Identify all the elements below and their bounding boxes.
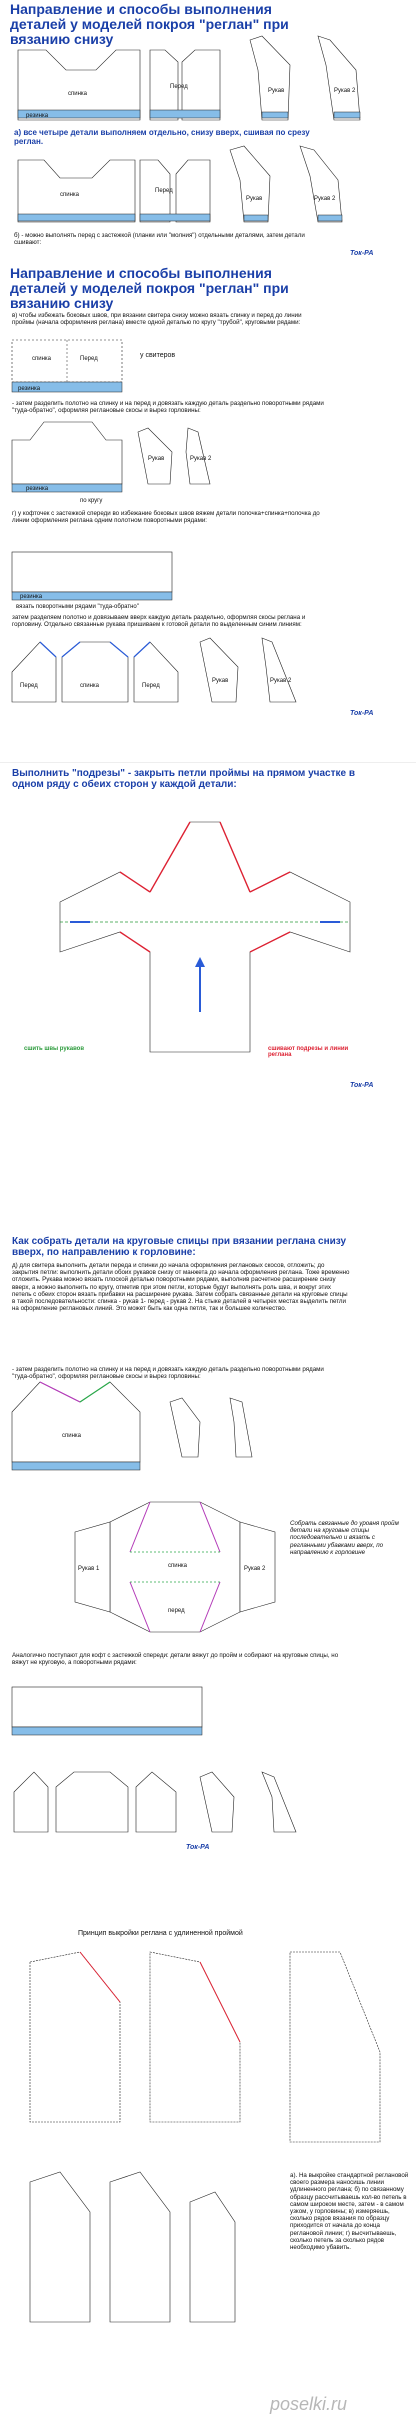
label-sleeve-8: Рукав 2	[244, 1566, 266, 1572]
label-back-b: спинка	[60, 192, 80, 198]
label-front-4: Перед	[142, 683, 160, 689]
section-4-title: Как собрать детали на круговые спицы при вязании реглана снизу вверх, по направлению к горловине:	[12, 1236, 347, 1258]
section-5-text: а). На выкройке стандартной реглановой своего размера наносишь линии удлиненного реглана; б) по связанному образцу рассчитываешь кол-во петель в самом широком месте, затем - в самом узком, у горловины; в) измеряешь, сколько рядов вязания по образцу приходится от начала до конца реглановой линии; г) высчитываешь, сколько петель за сколько рядов необходимо убавить.	[290, 2172, 409, 2252]
label-front-2: Перед	[80, 356, 98, 362]
label-sleeve-1: Рукав	[268, 88, 285, 94]
section-2-text-g: г) у кофточек с застежкой спереди во избежание боковых швов вяжем детали полочка+спинка+полочка до линии оформления реглана одним полотном поворотными рядами:	[12, 510, 320, 525]
label-back-4: спинка	[62, 1433, 82, 1439]
section-2-title: Направление и способы выполнения деталей у моделей покроя "реглан" при вязанию снизу	[10, 265, 289, 311]
label-sleeve-7: Рукав 1	[78, 1566, 100, 1572]
section-4	[0, 1232, 416, 1922]
label-front: Перед	[170, 84, 188, 90]
label-back-3: спинка	[80, 683, 100, 689]
section-4-diagram	[0, 1232, 416, 1922]
section-5-watermark: poselki.ru	[270, 2394, 348, 2414]
label-front-5: перед	[168, 1608, 185, 1614]
label-back: спинка	[68, 91, 88, 97]
section-5-title: Принцип выкройки реглана с удлиненной проймой	[78, 1930, 243, 1937]
section-4-text-k: Аналогично поступают для кофт с застежкой спереди: детали вяжут до пройм и собирают на круговые спицы, но вяжут не круговую, а поворотными рядами:	[12, 1652, 339, 1667]
section-3-left-note: сшить швы рукавов	[24, 1046, 85, 1052]
label-back-2: спинка	[32, 356, 52, 362]
section-2-sweater-label: у свитеров	[140, 352, 176, 359]
section-3-title: Выполнить "подрезы" - закрыть петли проймы на прямом участке в одном ряду с обеих сторон у каждой детали:	[12, 768, 355, 790]
section-1	[0, 0, 416, 262]
section-2-signature: Ток-РА	[350, 710, 374, 717]
label-front-b: Перед	[155, 188, 173, 194]
label-sleeve-6: Рукав 2	[270, 678, 292, 684]
label-rib-3: резинка	[26, 486, 49, 492]
section-1-text-b: б) - можно выполнять перед с застежкой (планки или "молния") отдельными деталями, затем детали сшивают:	[14, 232, 305, 247]
section-3-signature: Ток-РА	[350, 1082, 374, 1089]
section-2-around-label: по кругу	[80, 498, 103, 504]
section-2-text-g2: затем разделяем полотно и довязываем вверх каждую деталь раздельно, оформляя скосы реглана и горловину. Отдельно связанные рукава пришиваем к готовой детали по выделенным синим линиям:	[12, 614, 306, 629]
label-rib-2: резинка	[18, 386, 41, 392]
label-back-5: спинка	[168, 1563, 188, 1569]
section-4-sleeve-note: Собрать связанные до уровня пройм детали на круговые спицы последовательно и вязать с регланными убавками вверх, по направлению к горловине	[290, 1520, 399, 1556]
label-sleeve-1-b: Рукав	[246, 196, 263, 202]
section-4-text-d: д) для свитера выполнить детали переда и спинки до начала оформления реглановых скосов, отложить; до закрытия петли: выполнить детали обоих рукавов снизу от манжета до начала оформления реглана. Тоже временно отложить. Рукава можно вязать плоской деталью поворотными рядами, выполнив расчетное расширение снизу вверх, а можно выполнить по кругу, отметив при этом петли, которые будут выполнять роль шва, и вокруг этих петель с обеих сторон вязать прибавки на расширение рукава. Затем собрать связанные детали на круговые спицы в такой последовательности: спинка - рукав 1- перед - рукав 2. На стыке деталей в четырех местах выделить петли на оформление реглановых линий. Это может быть как одна петля, так и большее количество.	[12, 1262, 350, 1313]
section-3-right-note: сшивают подрезы и линии реглана	[268, 1046, 349, 1058]
label-sleeve-2: Рукав 2	[334, 88, 356, 94]
section-5	[0, 1922, 416, 2431]
section-3-diagram	[0, 762, 416, 1232]
section-2-turn-label: вязать поворотными рядами "туда-обратно"	[16, 604, 139, 610]
section-4-signature: Ток-РА	[186, 1844, 210, 1851]
section-1-title: Направление и способы выполнения деталей у моделей покроя "реглан" при вязанию снизу	[10, 1, 289, 47]
label-front-3: Перед	[20, 683, 38, 689]
label-rib: резинка	[26, 113, 49, 119]
section-2-text-v: в) чтобы избежать боковых швов, при вязании свитера снизу можно вязать спинку и перед до линии проймы (начала оформления реглана) вместе одной деталью по кругу "трубой", круговыми рядами:	[12, 312, 302, 327]
section-1-text-a: а) все четыре детали выполняем отдельно, снизу вверх, сшивая по срезу реглан.	[14, 128, 310, 146]
label-sleeve-4: Рукав 2	[190, 456, 212, 462]
label-sleeve-5: Рукав	[212, 678, 229, 684]
label-sleeve-2-b: Рукав 2	[314, 196, 336, 202]
label-rib-4: резинка	[20, 594, 43, 600]
section-4-text-d2: - затем разделить полотно на спинку и на перед и довязать каждую деталь раздельно поворотными рядами "туда-обратно", оформляя реглановые скосы и вырез горловины:	[12, 1366, 324, 1381]
section-2	[0, 262, 416, 762]
section-2-text-v2: - затем разделить полотно на спинку и на перед и довязать каждую деталь раздельно поворотными рядами "туда-обратно", оформляя реглановые скосы и вырез горловины:	[12, 400, 324, 415]
label-sleeve-3: Рукав	[148, 456, 165, 462]
section-1-signature: Ток-РА	[350, 250, 374, 257]
section-3	[0, 762, 416, 1232]
